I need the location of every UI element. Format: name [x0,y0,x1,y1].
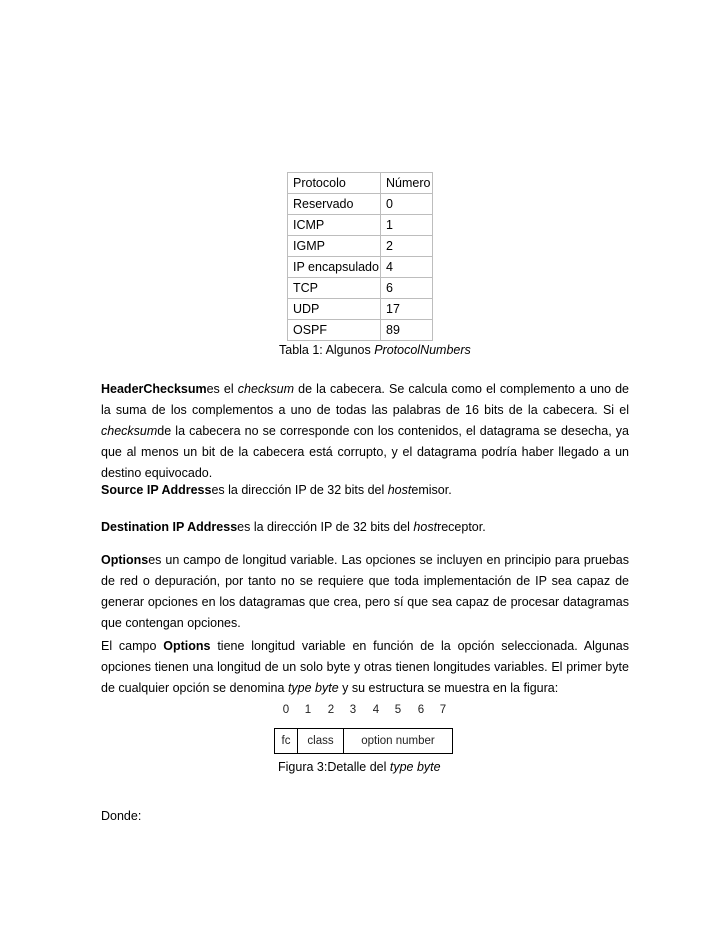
table-row [288,257,433,278]
table-cell: Reservado [288,194,381,215]
figure-caption [278,760,441,774]
type-byte-box [274,728,453,754]
text-span: de la cabecera. Se calcula como el complemento a uno de la suma de los complementos a uno de todas las palabras de 16 bits de la cabecera. Si el [101,382,629,417]
table-cell: IGMP [288,236,381,257]
emph-span: checksum [237,382,295,396]
table-row [288,236,433,257]
table-cell: TCP [288,278,381,299]
field-class: class [307,735,334,747]
table-header-row [288,173,433,194]
table-cell: 0 [381,194,433,215]
table-cell: 2 [381,236,433,257]
table-cell: 17 [381,299,433,320]
table-row [288,299,433,320]
text-span: es la dirección IP de 32 bits del [237,520,414,534]
text-span: receptor. [437,520,486,534]
donde-label: Donde: [101,809,142,823]
figure-caption-emph: type byte [389,760,441,774]
header-checksum-paragraph [101,379,629,484]
emph-span: checksum [101,424,158,438]
text-span: y su estructura se muestra en la figura: [338,681,559,695]
bit-number: 5 [394,704,402,716]
table-cell: ICMP [288,215,381,236]
options-field-paragraph [101,636,629,699]
table-caption-emph: ProtocolNumbers [374,343,471,357]
table-cell: IP encapsulado [288,257,381,278]
table-cell: 6 [381,278,433,299]
table-cell: OSPF [288,320,381,341]
term-destination-ip: Destination IP Address [101,520,238,534]
table-caption [279,343,471,357]
table-row [288,278,433,299]
table-cell: 4 [381,257,433,278]
bit-number: 0 [282,704,290,716]
source-ip-paragraph [101,480,629,501]
text-span: tiene longitud variable en función de la opción seleccionada. Algunas opciones tienen una longitud de un solo byte y otras tienen longitudes variables. El primer byte de cualquier opción se denomina [101,639,629,695]
figure-caption-prefix: Figura 3:Detalle del [278,760,390,774]
type-byte-figure [272,704,457,756]
text-span: es la dirección IP de 32 bits del [211,483,388,497]
options-paragraph [101,550,629,634]
emph-span: host [413,520,438,534]
bit-number: 1 [304,704,312,716]
term-options-inline: Options [163,639,211,653]
table-row [288,320,433,341]
table-row [288,194,433,215]
term-header-checksum: HeaderChecksum [101,382,207,396]
field-option-number: option number [361,735,435,747]
table-cell: UDP [288,299,381,320]
table-header-cell: Número [381,173,433,194]
table-row [288,215,433,236]
emph-span: host [387,483,412,497]
text-span: de la cabecera no se corresponde con los contenidos, el datagrama se desecha, ya que al menos un bit de la cabecera está corrupto, y el datagrama podría haber llegado a un destino equivocado. [101,424,629,480]
field-fc: fc [281,735,291,747]
table-cell: 1 [381,215,433,236]
bit-number: 6 [417,704,425,716]
text-span: El campo [101,639,164,653]
term-options: Options [101,553,149,567]
text-span: es el [206,382,238,396]
bit-number: 3 [349,704,357,716]
table-header-cell: Protocolo [288,173,381,194]
bit-number: 4 [372,704,380,716]
text-span: emisor. [411,483,452,497]
bit-number: 7 [439,704,447,716]
term-source-ip: Source IP Address [101,483,212,497]
text-span: es un campo de longitud variable. Las opciones se incluyen en principio para pruebas de red o depuración, por tanto no se requiere que toda implementación de IP sea capaz de generar opciones en los datagramas que crea, pero sí que sea capaz de procesar datagramas que contengan opciones. [101,553,629,630]
destination-ip-paragraph [101,517,629,538]
emph-span: type byte [287,681,339,695]
table-caption-prefix: Tabla 1: Algunos [279,343,375,357]
bit-number: 2 [327,704,335,716]
table-cell: 89 [381,320,433,341]
protocol-table [287,172,433,341]
